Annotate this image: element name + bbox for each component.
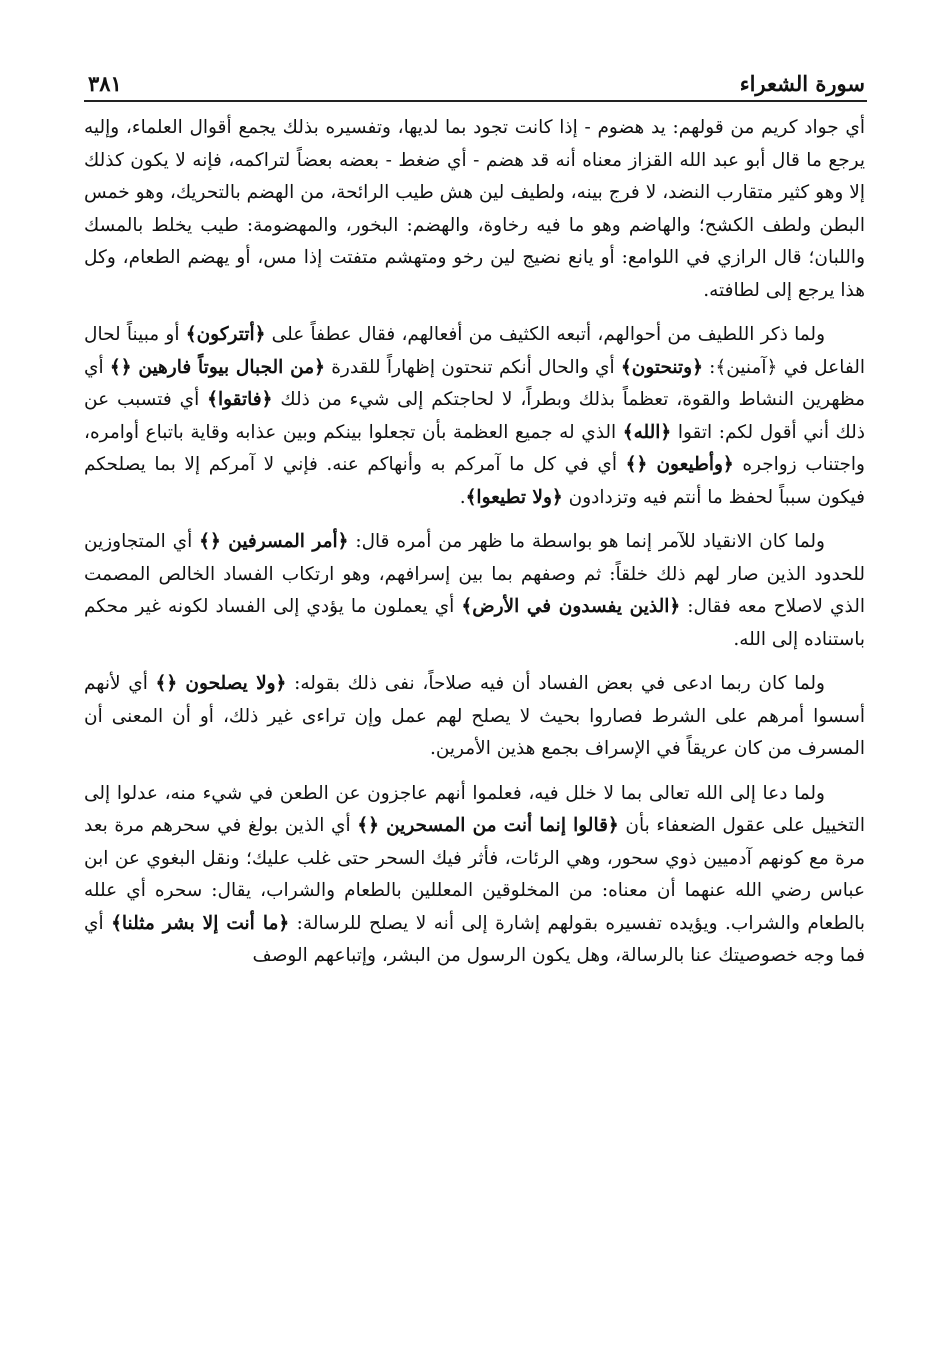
quran-quote: ﴿ولا يصلحون ﴿﴾ xyxy=(155,673,287,694)
commentary-text: أي المتجاوزين للحدود الذين صار لهم ذلك خلقاً: ثم وصفهم بما بين إسرافهم، وهو ارتكاب الفساد الخالص المصمت الذي لاصلاح معه فقال: xyxy=(84,531,866,617)
commentary-text: الذي له جميع العظمة بأن تجعلوا بينكم وبين عذابه وقاية باتباع أوامره، واجتناب زواجره xyxy=(84,421,865,475)
paragraph xyxy=(84,526,865,656)
quran-quote: ﴿الذين يفسدون في الأرض﴾ xyxy=(461,596,681,617)
paragraph xyxy=(84,668,865,766)
commentary-text: ﴿آمنين﴾ xyxy=(715,356,778,378)
quran-quote: ﴿وأطيعون ﴿﴾ xyxy=(625,454,734,475)
quran-quote: ﴿الله﴾ xyxy=(622,421,672,443)
commentary-text: أي مظهرين النشاط والقوة، تعظماً بذلك وبطراً، لا لحاجتكم إلى شيء من ذلك xyxy=(84,356,865,410)
commentary-text: : xyxy=(702,356,716,378)
commentary-text: ولما ذكر اللطيف من أحوالهم، أتبعه الكثيف من أفعالهم، فقال عطفاً على xyxy=(265,324,826,345)
commentary-text: أي فتسبب عن ذلك أني أقول لكم: اتقوا xyxy=(84,389,865,443)
quran-quote: ﴿من الجبال بيوتاً فارهين ﴿﴾ xyxy=(109,356,325,378)
commentary-text: أي والحال أنكم تنحتون إظهاراً للقدرة xyxy=(324,356,621,378)
quran-quote: ﴿وتنحتون﴾ xyxy=(620,356,703,378)
quran-quote: ﴿قالوا إنما أنت من المسحرين ﴿﴾ xyxy=(357,815,619,836)
commentary-text: ولما كان الانقياد للآمر إنما هو بواسطة ما ظهر من أمره قال: xyxy=(348,531,825,552)
commentary-text: ولما كان ربما ادعى في بعض الفساد أن فيه صلاحاً، نفى ذلك بقوله: xyxy=(286,673,825,694)
tafsir-body xyxy=(84,112,865,985)
quran-quote: ﴿فاتقوا﴾ xyxy=(207,389,273,410)
header-rule xyxy=(84,100,867,102)
page-header xyxy=(88,62,865,96)
page-number: ٣٨١ xyxy=(88,71,122,96)
commentary-text: ولما دعا إلى الله تعالى بما لا خلل فيه، فعلموا أنهم عاجزون عن الطعن في شيء منه، عدلوا إلى التخييل على عقول الضعفاء بأن xyxy=(84,782,865,836)
commentary-text: أي جواد كريم من قولهم: يد هضوم - إذا كانت تجود بما لديها، وتفسيره بذلك يجمع أقوال العلماء، وإليه يرجع ما قال أبو عبد الله القزاز معناه أنه قد هضم - أي ضغط - بعضه بعضاً لتراكمه، فإنه لا يكون كذلك إلا وهو كثير متقارب النضد، لا فرج بينه، ولطيف لين هش طيب الرائحة، من الهضم بالتحريك، وهو خمس البطن ولطف الكشح؛ والهاضم وهو ما فيه رخاوة، والهضم: البخور، والمهضومة: طيب يخلط بالمسك واللبان؛ قال الرازي في اللوامع: أو يانع نضيج لين رخو ومتهشم متفتت إذا مس، أو يهضم الطعام، وكل هذا يرجع إلى لطافته. xyxy=(84,117,865,301)
commentary-text: أي فما وجه خصوصيتك عنا بالرسالة، وهل يكون الرسول من البشر، وإتباعهم الوصف xyxy=(84,912,865,966)
paragraph xyxy=(84,112,865,307)
commentary-text: . xyxy=(459,486,466,508)
commentary-text: أي يعملون ما يؤدي إلى الفساد لكونه غير محكم باستناده إلى الله. xyxy=(84,596,865,650)
paragraph xyxy=(84,319,865,514)
quran-quote: ﴿أمر المسرفين ﴿﴾ xyxy=(199,531,349,552)
quran-quote: ﴿أتتركون﴾ xyxy=(185,324,266,345)
paragraph xyxy=(84,778,865,973)
commentary-text: أي في كل ما آمركم به وأنهاكم عنه. فإني لا آمركم إلا بما يصلحكم فيكون سبباً لحفظ ما أنتم فيه وتزدادون xyxy=(84,454,865,508)
quran-quote: ﴿ما أنت إلا بشر مثلنا﴾ xyxy=(111,912,290,934)
surah-title: سورة الشعراء xyxy=(739,71,865,96)
quran-quote: ﴿ولا تطيعوا﴾ xyxy=(465,486,563,508)
commentary-text: أي لأنهم أسسوا أمرهم على الشرط فصاروا بحيث لا يصلح لهم عمل وإن تراءى غير ذلك، أو أن المعنى أن المسرف من كان عريقاً في الإسراف بجمع هذين الأمرين. xyxy=(84,673,865,759)
commentary-text: أو مبيناً لحال الفاعل في xyxy=(84,324,865,378)
commentary-text: أي الذين بولغ في سحرهم مرة بعد مرة مع كونهم آدميين ذوي سحور، وهي الرئات، فأثر فيك السحر حتى غلب عليك؛ ونقل البغوي عن ابن عباس رضي الله عنهما أن معناه: من المخلوقين المعللين بالطعام والشراب، يقال: سحره أي علله بالطعام والشراب. ويؤيده تفسيره بقولهم إشارة إلى أنه لا يصلح للرسالة: xyxy=(84,815,865,934)
